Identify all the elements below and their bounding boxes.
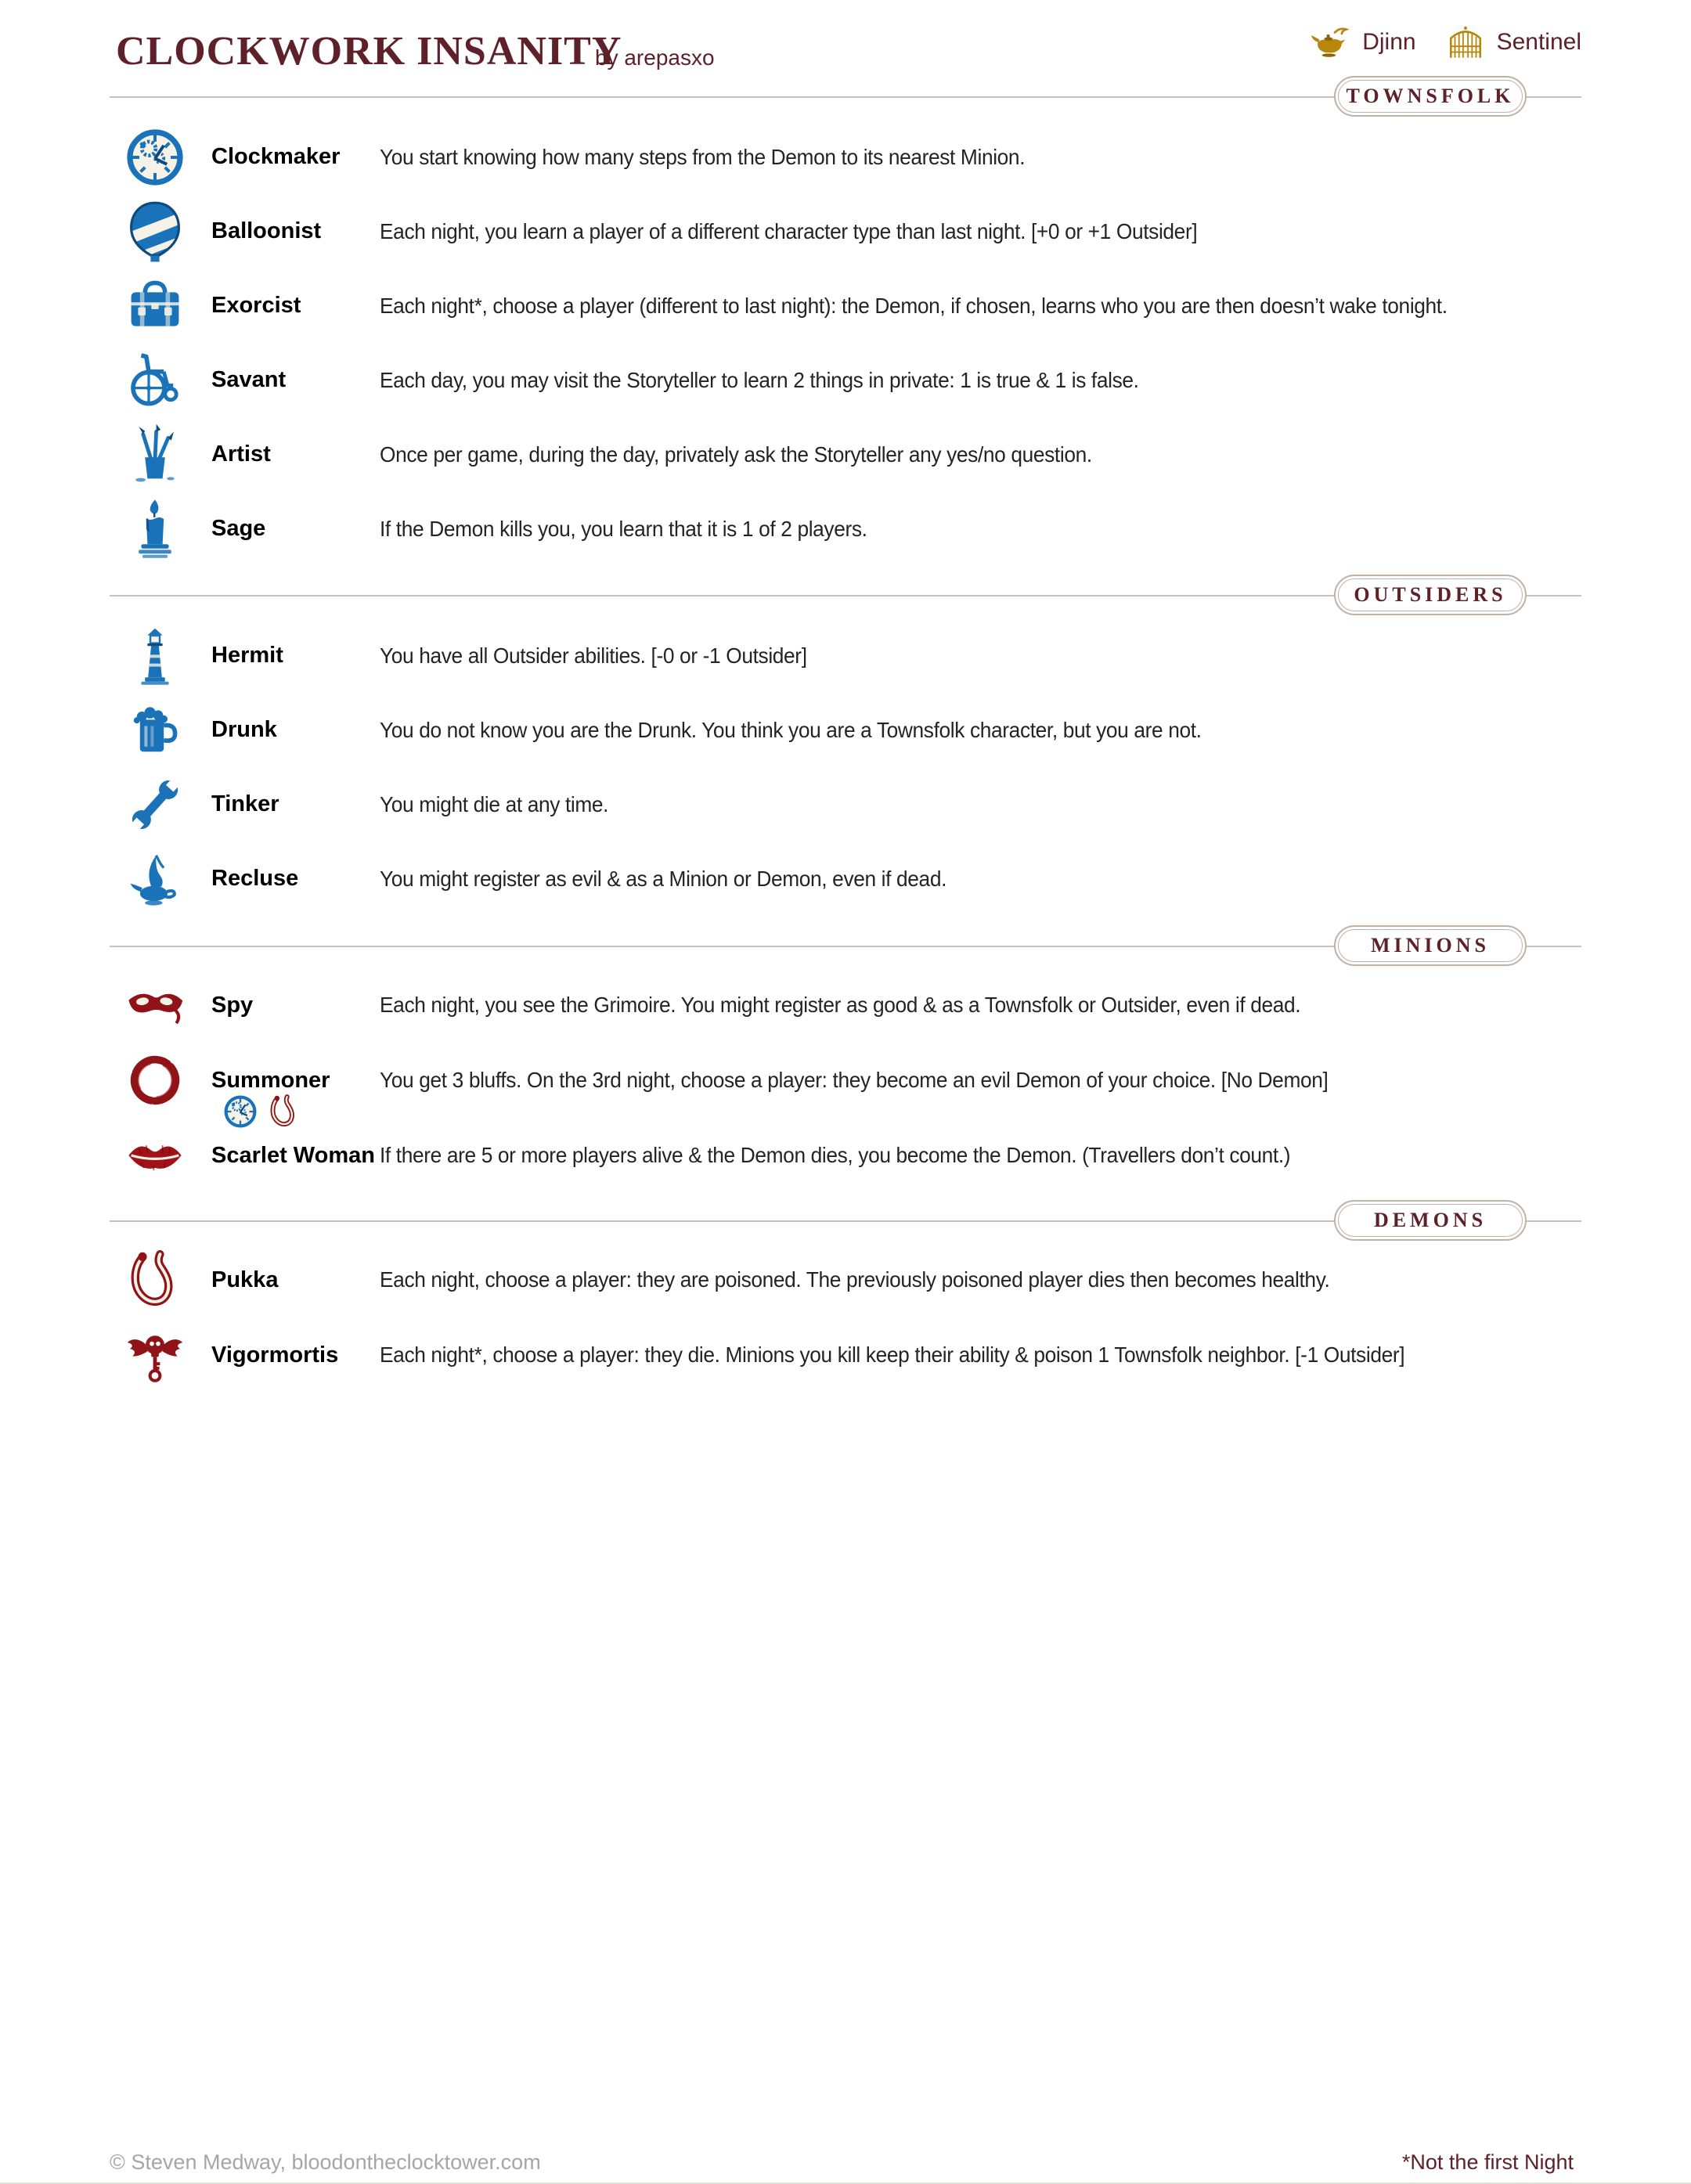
ring-icon [117, 1049, 192, 1112]
fabled-sentinel [1445, 22, 1581, 63]
character-name-cell [211, 144, 380, 170]
section-label: OUTSIDERS [1354, 583, 1507, 606]
fabled-djinn-label: Djinn [1362, 28, 1416, 55]
character-ability: Once per game, during the day, privately ask the Storyteller any yes/no question. [380, 441, 1092, 467]
djinn-lamp-icon [1308, 20, 1351, 63]
mask-icon [117, 974, 192, 1036]
character-name-cell [211, 717, 380, 743]
character-name-cell [211, 643, 380, 669]
character-ability: If the Demon kills you, you learn that it is 1 of 2 players. [380, 516, 867, 541]
character-name: Exorcist [211, 293, 301, 318]
character-row-exorcist [0, 268, 1691, 343]
section-divider-townsfolk [110, 85, 1581, 107]
wheelchair-icon [117, 349, 192, 412]
character-name: Balloonist [211, 218, 322, 243]
character-name-cell [211, 1267, 380, 1293]
character-name-cell [211, 293, 380, 319]
character-row-balloonist [0, 194, 1691, 268]
character-ability: You do not know you are the Drunk. You think you are a Townsfolk character, but you are not. [380, 717, 1202, 742]
character-ability: You might die at any time. [380, 791, 609, 816]
character-row-recluse [0, 842, 1691, 916]
character-ability: Each night, choose a player: they are poisoned. The previously poisoned player dies then becomes healthy. [380, 1267, 1330, 1292]
character-name-cell [211, 1068, 380, 1094]
jinx-snake-icon [266, 1094, 302, 1133]
character-row-hermit [0, 618, 1691, 693]
section-label: TOWNSFOLK [1346, 85, 1515, 107]
character-name-cell [211, 1143, 380, 1169]
character-name: Clockmaker [211, 144, 341, 169]
section-divider-demons [110, 1209, 1581, 1231]
section-ribbon-demons [1334, 1200, 1527, 1241]
section-label: DEMONS [1373, 1209, 1487, 1231]
sentinel-gate-icon [1445, 22, 1486, 63]
character-ability: If there are 5 or more players alive & the Demon dies, you become the Demon. (Travellers don’t count.) [380, 1143, 1291, 1167]
copyright-text: © Steven Medway, bloodontheclocktower.com [110, 2150, 541, 2174]
character-name-cell [211, 218, 380, 244]
character-ability: You might register as evil & as a Minion or Demon, even if dead. [380, 866, 947, 891]
character-name: Vigormortis [211, 1342, 339, 1368]
section-divider-outsiders [110, 583, 1581, 606]
wrench-icon [117, 773, 192, 836]
section-rows-outsiders [0, 596, 1691, 946]
footer [110, 2150, 1574, 2175]
briefcase-icon [117, 275, 192, 337]
character-name-cell [211, 516, 380, 542]
character-name-cell [211, 1342, 380, 1368]
character-ability: Each night*, choose a player: they die. Minions you kill keep their ability & poison 1 Townsfolk neighbor. [-1 Outsider] [380, 1342, 1405, 1367]
byline: by arepasxo [595, 45, 715, 70]
candle-icon [117, 498, 192, 560]
section-ribbon-townsfolk [1334, 76, 1527, 117]
fabled-sentinel-label: Sentinel [1496, 28, 1581, 55]
tankard-icon [117, 699, 192, 762]
character-ability: Each night, you see the Grimoire. You might register as good & as a Townsfolk or Outsider, even if dead. [380, 993, 1301, 1017]
character-ability: You start knowing how many steps from the Demon to its nearest Minion. [380, 144, 1026, 169]
character-name-cell [211, 993, 380, 1018]
jinx-clock-icon [222, 1094, 258, 1133]
character-name: Recluse [211, 866, 299, 891]
fabled-djinn [1308, 20, 1415, 63]
winged-skull-icon [117, 1324, 192, 1386]
character-name: Sage [211, 516, 266, 541]
character-row-summoner [0, 1043, 1691, 1118]
oil-lamp-icon [117, 848, 192, 910]
character-name-cell [211, 791, 380, 817]
character-row-tinker [0, 767, 1691, 842]
character-name: Artist [211, 441, 271, 467]
character-name-cell [211, 367, 380, 393]
hot-air-balloon-icon [117, 200, 192, 263]
section-ribbon-minions [1334, 925, 1527, 966]
character-ability: Each night*, choose a player (different to last night): the Demon, if chosen, learns who you are then doesn’t wake tonight. [380, 293, 1448, 318]
section-rows-demons [0, 1222, 1691, 1393]
character-row-savant [0, 343, 1691, 417]
character-name: Hermit [211, 643, 283, 668]
character-name: Drunk [211, 717, 277, 742]
character-ability: You have all Outsider abilities. [-0 or -1 Outsider] [380, 643, 807, 668]
character-row-sage [0, 492, 1691, 566]
character-row-pukka [0, 1242, 1691, 1317]
clock-icon [117, 126, 192, 189]
first-night-note: *Not the first Night [1401, 2150, 1574, 2174]
character-ability: Each night, you learn a player of a different character type than last night. [+0 or +1 Outsider] [380, 218, 1198, 243]
character-name: Pukka [211, 1267, 279, 1292]
paintbrushes-icon [117, 423, 192, 486]
character-name-cell [211, 441, 380, 467]
lips-icon [117, 1124, 192, 1187]
section-rows-townsfolk [0, 98, 1691, 595]
character-name: Tinker [211, 791, 279, 816]
section-label: MINIONS [1370, 934, 1490, 957]
character-name: Scarlet Woman [211, 1142, 375, 1168]
character-ability: You get 3 bluffs. On the 3rd night, choose a player: they become an evil Demon of your choice. [No Demon] [380, 1068, 1329, 1092]
snake-icon [117, 1249, 192, 1311]
section-divider-minions [110, 934, 1581, 957]
script-sections [0, 85, 1691, 1393]
character-ability: Each day, you may visit the Storyteller to learn 2 things in private: 1 is true & 1 is false. [380, 367, 1139, 392]
character-row-drunk [0, 693, 1691, 767]
jinx-icons [222, 1094, 302, 1133]
character-name: Summoner [211, 1067, 330, 1093]
character-row-spy [0, 968, 1691, 1043]
fabled-bar [1308, 20, 1581, 63]
lighthouse-icon [117, 625, 192, 687]
character-name: Spy [211, 992, 254, 1018]
character-name: Savant [211, 367, 287, 392]
character-row-vigormortis [0, 1317, 1691, 1393]
character-row-clockmaker [0, 120, 1691, 194]
page-title: CLOCKWORK INSANITY [116, 29, 622, 74]
section-ribbon-outsiders [1334, 575, 1527, 615]
character-name-cell [211, 866, 380, 892]
section-rows-minions [0, 947, 1691, 1220]
character-row-artist [0, 417, 1691, 492]
